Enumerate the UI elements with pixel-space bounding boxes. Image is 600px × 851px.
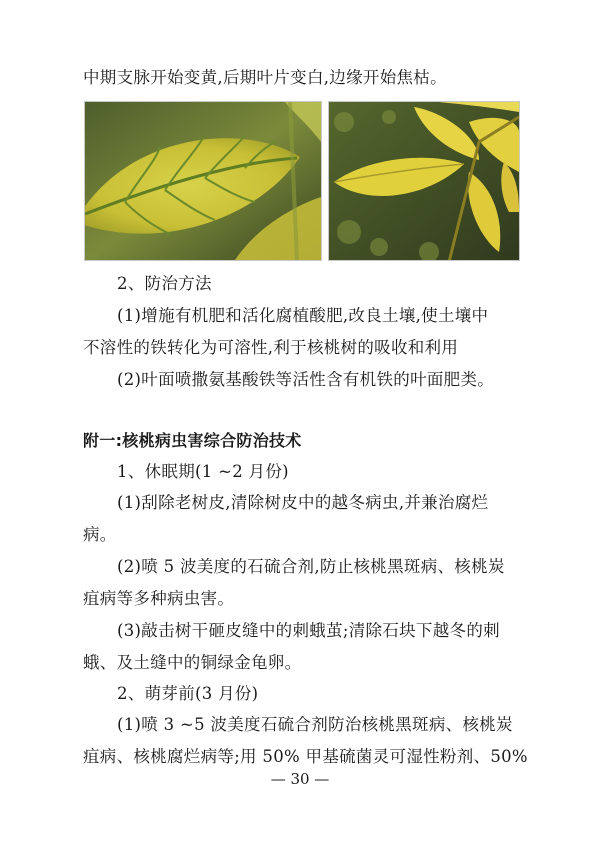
body-line-2: (1)增施有机肥和活化腐植酸肥,改良土壤,使土壤中	[117, 306, 489, 325]
body-line-7: (2)喷 5 波美度的石硫合剂,防止核桃黑斑病、核桃炭	[117, 557, 505, 576]
body-line-9: (3)敲击树干砸皮缝中的刺蛾茧;清除石块下越冬的刺	[117, 621, 500, 640]
leaf-photo-left	[84, 101, 322, 261]
appendix-heading: 附一:核桃病虫害综合防治技术	[83, 431, 302, 450]
body-line-10: 蛾、及土缝中的铜绿金龟卵。	[83, 653, 302, 672]
body-line-6: 病。	[83, 525, 117, 544]
body-line-5: (1)刮除老树皮,清除树皮中的越冬病虫,并兼治腐烂	[117, 493, 489, 512]
body-line-12: 疽病、核桃腐烂病等;用 50% 甲基硫菌灵可湿性粉剂、50%	[83, 747, 528, 766]
body-line-8: 疽病等多种病虫害。	[83, 589, 235, 608]
body-line-3: 不溶性的铁转化为可溶性,利于核桃树的吸收和利用	[83, 338, 459, 357]
section-title-dormant: 1、休眠期(1 ~2 月份)	[117, 462, 289, 481]
page-number: — 30 —	[270, 770, 330, 788]
leaf-photo-right	[328, 101, 520, 261]
section-title-budding: 2、萌芽前(3 月份)	[117, 684, 259, 703]
body-line-11: (1)喷 3 ~5 波美度石硫合剂防治核桃黑斑病、核桃炭	[117, 715, 513, 734]
body-line-1: 中期支脉开始变黄,后期叶片变白,边缘开始焦枯。	[83, 68, 447, 87]
body-line-4: (2)叶面喷撒氨基酸铁等活性含有机铁的叶面肥类。	[117, 370, 495, 389]
section-title-prevention: 2、防治方法	[117, 274, 212, 293]
